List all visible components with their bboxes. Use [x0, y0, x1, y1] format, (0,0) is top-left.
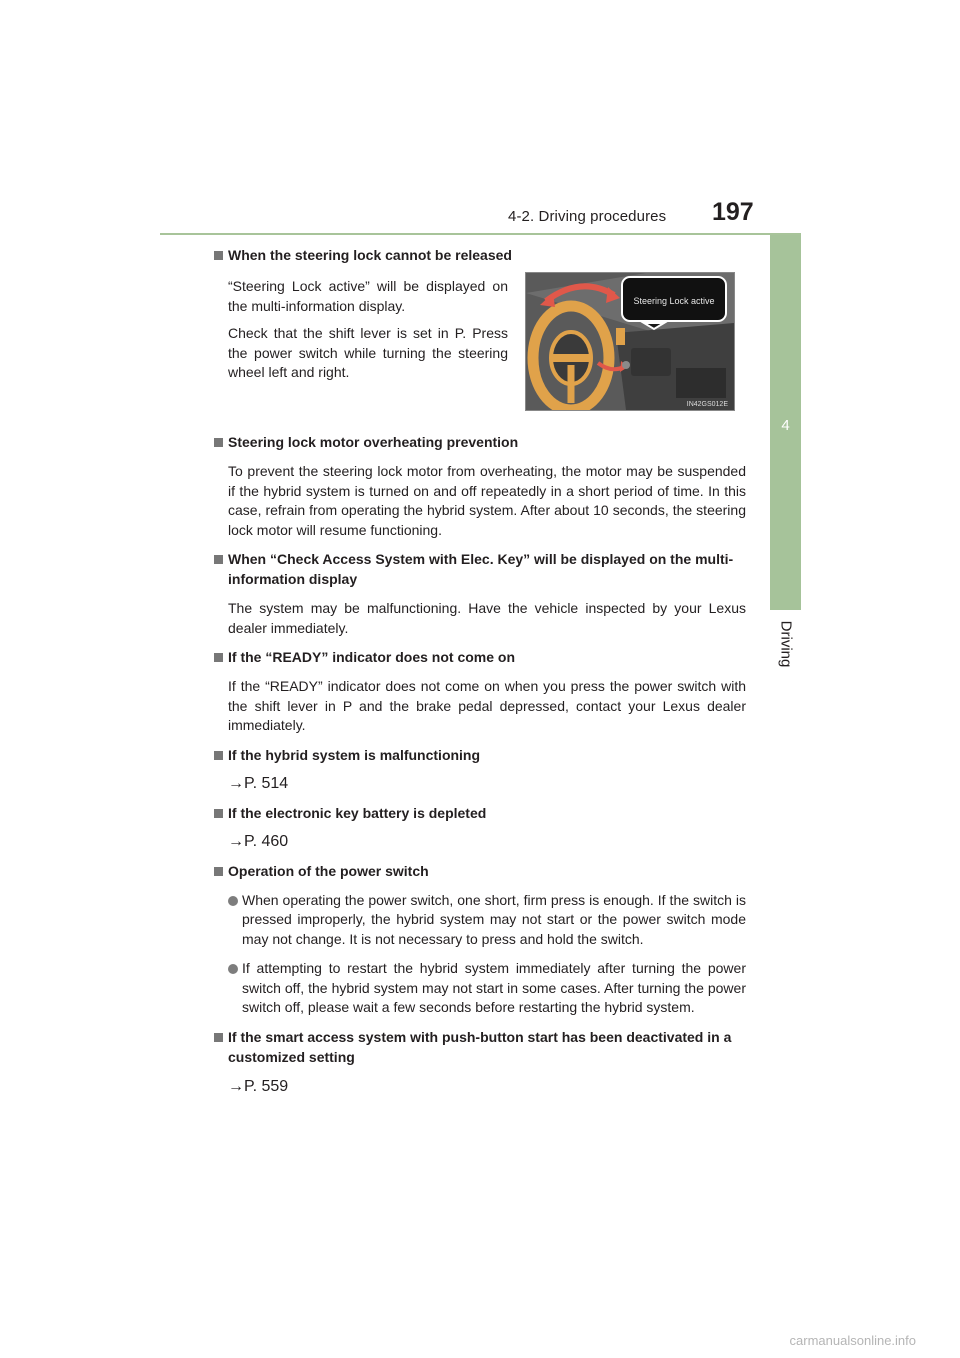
square-bullet-icon [214, 751, 223, 760]
item-title: If the electronic key battery is depleted [214, 803, 746, 823]
square-bullet-icon [214, 1033, 223, 1042]
square-bullet-icon [214, 555, 223, 564]
square-bullet-icon [214, 251, 223, 260]
figure-code: IN42GS012E [686, 401, 728, 408]
item-title: If the “READY” indicator does not come on [214, 647, 746, 667]
circle-bullet-icon [228, 964, 238, 974]
item-title: If the smart access system with push-button start has been deactivated in a customized setting [214, 1027, 746, 1067]
circle-bullet-icon [228, 896, 238, 906]
square-bullet-icon [214, 653, 223, 662]
item-title: When “Check Access System with Elec. Key” will be displayed on the multi-information display [214, 549, 746, 589]
bullet-item: If attempting to restart the hybrid system immediately after turning the power switch off, the hybrid system may not start in some cases. After turning the power switch off, please wait a few seconds before restarting the hybrid system. [228, 959, 746, 1018]
chapter-label-text: Driving [777, 620, 795, 668]
item-title: If the hybrid system is malfunctioning [214, 745, 746, 765]
page-reference[interactable]: →P. 514 [228, 774, 289, 792]
item-key-battery-depleted [214, 803, 746, 852]
item-title: Operation of the power switch [214, 861, 746, 881]
item-ready-indicator [214, 647, 746, 736]
watermark-text: carmanualsonline.info [789, 1333, 916, 1348]
item-paragraph: The system may be malfunctioning. Have the vehicle inspected by your Lexus dealer immediately. [228, 600, 746, 636]
chapter-number: 4 [781, 417, 790, 434]
item-paragraph: To prevent the steering lock motor from overheating, the motor may be suspended if the hybrid system is turned on and off repeatedly in a short period of time. In this case, refrain from operating the hybrid system. After about 10 seconds, the steering lock motor will resume functioning. [228, 463, 746, 538]
header-section-title: 4-2. Driving procedures [508, 208, 667, 225]
item-paragraph: Check that the shift lever is set in P. Press the power switch while turning the steering wheel left and right. [228, 325, 508, 380]
item-steering-lock-release [214, 238, 746, 383]
item-paragraph: If the “READY” indicator does not come on when you press the power switch with the shift lever in P and the brake pedal depressed, contact your Lexus dealer immediately. [228, 678, 746, 733]
page-reference[interactable]: →P. 559 [228, 1077, 289, 1095]
item-power-switch-operation [214, 861, 746, 1018]
header-divider [160, 233, 801, 235]
display-message: Steering Lock active [633, 296, 715, 306]
item-check-access-system [214, 549, 746, 638]
items-list [214, 432, 746, 1097]
bullet-item: When operating the power switch, one short, firm press is enough. If the switch is pressed improperly, the hybrid system may not start or the power switch mode may not change. It is not necessary to press and hold the switch. [228, 891, 746, 950]
page-number: 197 [712, 198, 754, 226]
chapter-label [771, 615, 801, 673]
item-hybrid-malfunction [214, 745, 746, 794]
item-title: When the steering lock cannot be released [214, 245, 746, 265]
square-bullet-icon [214, 438, 223, 447]
square-bullet-icon [214, 809, 223, 818]
item-title: Steering lock motor overheating prevention [214, 432, 746, 452]
watermark [0, 1332, 960, 1358]
item-smart-access-deactivated [214, 1027, 746, 1097]
item-paragraph: “Steering Lock active” will be displayed on the multi-information display. [228, 278, 508, 314]
item-overheating-prevention [214, 432, 746, 540]
chapter-tab [770, 235, 801, 610]
page-reference[interactable]: →P. 460 [228, 832, 289, 850]
square-bullet-icon [214, 867, 223, 876]
